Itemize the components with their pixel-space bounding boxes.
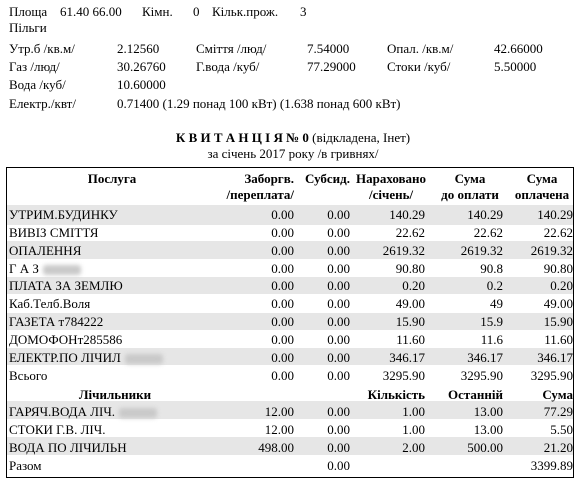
meter-last: 13.00 <box>473 404 503 419</box>
receipt-subtitle: за січень 2017 року /в гривнях/ <box>207 146 379 161</box>
rooms-value: 0 <box>193 4 200 19</box>
header-debt-sub: /переплата/ <box>226 187 294 202</box>
debt-cell: 0.00 <box>271 296 294 311</box>
meter-sum: 77.29 <box>543 404 573 419</box>
receipt-title-text: К В И Т А Н Ц І Я № 0 <box>175 130 309 145</box>
meter-col2: 0.00 <box>327 404 350 419</box>
accrued-total: 3295.90 <box>382 368 425 383</box>
redacted-account <box>125 354 163 364</box>
subsidy-cell: 0.00 <box>327 350 350 365</box>
due-cell: 49 <box>490 296 503 311</box>
debt-cell: 0.00 <box>271 350 294 365</box>
paid-cell: 2619.32 <box>530 243 573 258</box>
meter-quantity: 2.00 <box>402 440 425 455</box>
header-subsidy: Субсид. <box>305 171 350 186</box>
receipt-title-note: (відкладена, Інет) <box>312 130 411 145</box>
service-name <box>9 261 81 276</box>
rate-value: 42.66000 <box>494 41 543 56</box>
debt-cell: 0.00 <box>271 207 294 222</box>
debt-cell: 0.00 <box>271 332 294 347</box>
due-total: 3295.90 <box>460 368 503 383</box>
redacted-meter-id <box>119 408 157 418</box>
debt-cell: 0.00 <box>271 278 294 293</box>
due-cell: 11.6 <box>480 332 503 347</box>
service-name: Каб.Телб.Воля <box>9 296 91 311</box>
service-name: ДОМОФОНт285586 <box>9 332 123 347</box>
service-name-text: ЕЛЕКТР.ПО ЛІЧИЛ <box>9 350 121 365</box>
rate-label: Газ /люд/ <box>9 59 60 74</box>
service-name: ГАЗЕТА т784222 <box>9 314 104 329</box>
debt-cell: 0.00 <box>271 225 294 240</box>
due-cell: 90.8 <box>480 261 503 276</box>
subsidy-cell: 0.00 <box>327 296 350 311</box>
service-name-text: Г А З <box>9 261 39 276</box>
meter-col1: 498.00 <box>258 440 294 455</box>
accrued-cell: 346.17 <box>389 350 425 365</box>
service-name <box>9 350 163 365</box>
electric-value: 0.71400 (1.29 понад 100 кВт) (1.638 понад 600 кВт) <box>117 96 401 111</box>
header-service: Послуга <box>87 171 137 186</box>
header-accrued-sub: /січень/ <box>369 187 414 202</box>
subsidy-cell: 0.00 <box>327 261 350 276</box>
electric-label: Електр./квт/ <box>9 96 76 111</box>
subsidy-total: 0.00 <box>327 368 350 383</box>
service-name: ОПАЛЕННЯ <box>9 243 82 258</box>
header-debt: Заборгв. <box>244 171 294 186</box>
subsidy-cell: 0.00 <box>327 207 350 222</box>
meters-title: Лічильники <box>78 387 152 402</box>
grand-total-col2: 0.00 <box>327 458 350 473</box>
accrued-cell: 2619.32 <box>382 243 425 258</box>
due-cell: 140.29 <box>467 207 503 222</box>
debt-total: 0.00 <box>271 368 294 383</box>
rate-label: Опал. /кв.м/ <box>387 41 454 56</box>
meter-last: 13.00 <box>473 422 503 437</box>
meter-col1: 12.00 <box>264 422 294 437</box>
accrued-cell: 49.00 <box>395 296 425 311</box>
rate-value: 5.50000 <box>494 59 537 74</box>
rate-label: Сміття /люд/ <box>196 41 267 56</box>
area-label: Площа <box>9 4 48 19</box>
subsidy-cell: 0.00 <box>327 278 350 293</box>
rate-value: 10.60000 <box>117 77 166 92</box>
receipt-title <box>0 130 586 145</box>
grand-total-label: Разом <box>9 458 42 473</box>
paid-cell: 0.20 <box>550 278 573 293</box>
meter-sum: 5.50 <box>550 422 573 437</box>
debt-cell: 0.00 <box>271 243 294 258</box>
rooms-label: Кімн. <box>142 4 173 19</box>
meter-name-text: ГАРЯЧ.ВОДА ЛІЧ. <box>9 404 116 419</box>
meter-sum: 21.20 <box>543 440 573 455</box>
paid-cell: 22.62 <box>543 225 573 240</box>
benefits-label: Пільги <box>9 20 47 35</box>
paid-cell: 140.29 <box>537 207 573 222</box>
meters-sum-header: Сума <box>542 387 573 402</box>
due-cell: 2619.32 <box>460 243 503 258</box>
rate-label: Стоки /куб/ <box>387 59 451 74</box>
subsidy-cell: 0.00 <box>327 225 350 240</box>
meter-col2: 0.00 <box>327 422 350 437</box>
redacted-account <box>43 265 81 275</box>
subsidy-cell: 0.00 <box>327 243 350 258</box>
service-name: УТРИМ.БУДИНКУ <box>9 207 118 222</box>
meter-quantity: 1.00 <box>402 404 425 419</box>
grand-total-sum: 3399.89 <box>530 458 573 473</box>
meter-col1: 12.00 <box>264 404 294 419</box>
residents-value: 3 <box>300 4 307 19</box>
accrued-cell: 11.60 <box>396 332 425 347</box>
paid-cell: 90.80 <box>543 261 573 276</box>
meters-quantity-header: Кількість <box>367 387 425 402</box>
service-name: ВИВІЗ СМІТТЯ <box>9 225 99 240</box>
paid-cell: 15.90 <box>543 314 573 329</box>
rate-label: Г.вода /куб/ <box>196 59 260 74</box>
subsidy-cell: 0.00 <box>327 314 350 329</box>
paid-cell: 346.17 <box>537 350 573 365</box>
rate-label: Вода /куб/ <box>9 77 66 92</box>
debt-cell: 0.00 <box>271 261 294 276</box>
accrued-cell: 22.62 <box>395 225 425 240</box>
paid-total: 3295.90 <box>530 368 573 383</box>
meter-quantity: 1.00 <box>402 422 425 437</box>
accrued-cell: 140.29 <box>389 207 425 222</box>
rate-value: 7.54000 <box>307 41 350 56</box>
residents-label: Кільк.прож. <box>212 4 279 19</box>
paid-cell: 11.60 <box>544 332 573 347</box>
meter-name: СТОКИ Г.В. ЛІЧ. <box>9 422 106 437</box>
meter-last: 500.00 <box>467 440 503 455</box>
service-total-label: Всього <box>9 368 48 383</box>
due-cell: 0.2 <box>486 278 503 293</box>
rate-value: 2.12560 <box>117 41 160 56</box>
header-accrued: Нараховано <box>356 171 427 186</box>
accrued-cell: 0.20 <box>402 278 425 293</box>
meter-col2: 0.00 <box>327 440 350 455</box>
header-due-sub: до оплати <box>441 187 499 202</box>
rate-value: 30.26760 <box>117 59 166 74</box>
area-value: 61.40 66.00 <box>60 4 122 19</box>
subsidy-cell: 0.00 <box>327 332 350 347</box>
debt-cell: 0.00 <box>271 314 294 329</box>
header-due: Сума <box>454 171 486 186</box>
rate-label: Утр.б /кв.м/ <box>9 41 75 56</box>
service-name: ПЛАТА ЗА ЗЕМЛЮ <box>9 278 123 293</box>
rate-value: 77.29000 <box>307 59 356 74</box>
due-cell: 15.9 <box>480 314 503 329</box>
accrued-cell: 15.90 <box>395 314 425 329</box>
header-paid: Сума <box>526 171 558 186</box>
paid-cell: 49.00 <box>543 296 573 311</box>
due-cell: 22.62 <box>473 225 503 240</box>
due-cell: 346.17 <box>467 350 503 365</box>
meters-last-header: Останній <box>447 387 503 402</box>
header-paid-sub: оплачена <box>514 187 570 202</box>
accrued-cell: 90.80 <box>395 261 425 276</box>
meter-name <box>9 404 157 419</box>
meter-name: ВОДА ПО ЛІЧИЛЬН <box>9 440 127 455</box>
